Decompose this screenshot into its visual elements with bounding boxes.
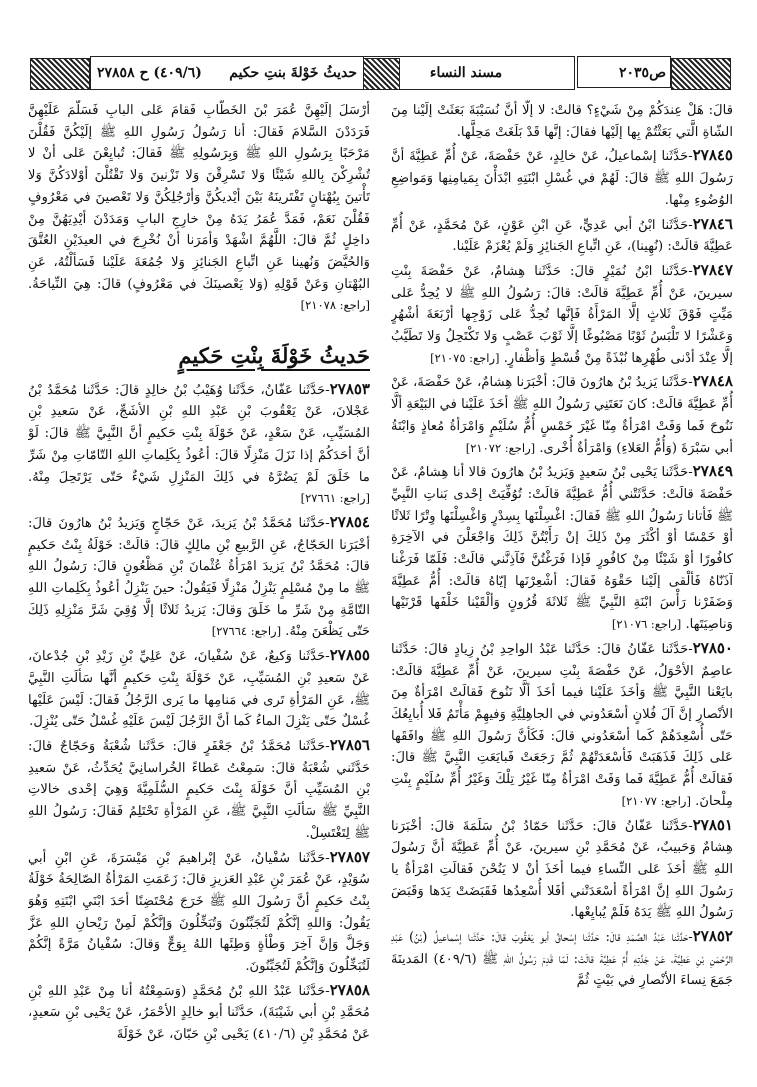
hadith-text: -حَدَّثَنا عَبْدُ اللهِ بْنُ مُحَمَّدٍ (وَسَمِعْتُهُ أنا مِنْ عَبْدِ اللهِ بْنِ مُحَمَّدِ بْنِ أبي شَيْبَةَ)، حَدَّثَنا أبو خالِدٍ الأحْمَرُ، عَنْ يَحْيى بْنِ سَعيدٍ، عَنْ مُحَمَّدِ بْنِ (٤١٠/٦) يَحْيى بْنِ حَبّانَ، عَنْ خَوْلَةَ [28, 983, 370, 1043]
hadith-entry [391, 100, 733, 143]
hadith-entry [391, 371, 733, 459]
hadith-text: -حَدَّثَنا سُفْيانُ، عَنْ إبْراهيمَ بْنِ مَيْسَرَةَ، عَنِ ابْنِ أبي سُوَيْدٍ، عَنْ عُمَرَ بْنِ عَبْدِ العَزيزِ قالَ: زَعَمَتِ المَرْأةُ الصّالِحَةُ خَوْلَةُ بِنْتُ حَكيمٍ أنَّ رَسُولَ اللهِ ﷺ خَرَجَ مُحْتَضِنًا أحَدَ ابْنَيِ ابْنَتِهِ وَهُوَ يَقُولُ: وَاللهِ إنَّكُمْ لَتُجَبِّنُونَ وَتُبَخِّلُونَ وَإنَّكُمْ لَمِنْ رَيْحانِ اللهِ عَزَّ وَجَلَّ وَإنَّ آخِرَ وَطْأةٍ وَطِئَها اللهُ بِوَجٍّ وَقالَ: سُفْيانُ مَرَّةً إنَّكُمْ لَتُبَخِّلُونَ وَإنَّكُمْ لَتُجَبِّنُونَ. [28, 850, 370, 975]
hadith-range [97, 57, 202, 89]
hadith-text: -حَدَّثَنا عَفّانُ قالَ: حَدَّثَنا عَبْدُ الواحِدِ بْنُ زِيادٍ قالَ: حَدَّثَنا عاصِمٌ الأحْوَلُ، عَنْ حَفْصَةَ بِنْتِ سيرينَ، عَنْ أُمِّ عَطِيَّةَ قالَتْ: بايَعْنا النَّبِيَّ ﷺ وَأخَذَ عَلَيْنا فيما أخَذَ ألَّا نَنُوحَ فَقالَتْ امْرَأةٌ مِنَ الأنْصارِ إنَّ آلَ فُلانٍ أسْعَدُوني في الجاهِلِيَّةِ وَفيهِمْ مَأْتَمٌ فَلا أُبايِعُكَ حَتّى أُسْعِدَهُمْ كَما أسْعَدُوني قالَ: فَكَأنَّ رَسُولَ اللهِ ﷺ وافَقَها عَلى ذَلِكَ فَذَهَبَتْ فَأسْعَدَتْهُمْ ثُمَّ رَجَعَتْ فَبايَعَتِ النَّبِيَّ ﷺ قالَ: فَقالَتْ أُمُّ عَطِيَّةَ فَما وَفَتْ امْرَأةٌ مِنّا غَيْرُ تِلْكَ وَغَيْرُ أُمِّ سُلَيْمٍ بِنْتِ مِلْحانَ. [391, 641, 733, 809]
hadith-reference: [راجع: ٢١٠٧٨] [300, 298, 370, 313]
chapter-title: حديثُ خَوْلةَ بنتِ حكيم [229, 65, 357, 81]
hadith-entry [28, 847, 370, 978]
hadith-entry [391, 638, 733, 813]
right-text-column [391, 100, 733, 1075]
hadith-number: ٢٧٨٤٨ [692, 372, 733, 391]
hadith-number: ٢٧٨٥١ [692, 815, 733, 834]
hadith-text: -حَدَّثَنا مُحَمَّدُ بْنُ جَعْفَرٍ قالَ: حَدَّثَنا شُعْبَةُ وَحَجّاجٌ قالَ: حَدَّثَني شُعْبَةُ قالَ: سَمِعْتُ عَطاءً الخُراسانِيَّ يُحَدِّثُ، عَنْ سَعيدِ بْنِ المُسَيِّبِ أنَّ خَوْلَةَ بِنْتَ حَكيمٍ السُّلَمِيَّةَ وَهِيَ إحْدى خالاتِ النَّبِيِّ ﷺ سَألَتِ النَّبِيَّ ﷺ، عَنِ المَرْأةِ تَحْتَلِمُ فَقالَ: رَسُولُ اللهِ ﷺ لِتَغْتَسِلْ. [28, 738, 370, 841]
hadith-number: ٢٧٨٥٧ [329, 847, 370, 866]
hadith-reference: [راجع: ٢١٠٧٢] [465, 440, 536, 455]
hadith-entry [391, 926, 733, 992]
left-text-column [28, 100, 370, 1075]
hadith-entry [391, 260, 733, 370]
hadith-reference: [راجع: ٢٧٦٦٤] [211, 624, 282, 639]
hadith-number: ٢٧٨٤٥ [692, 146, 733, 165]
hadith-number: ٢٧٨٥٠ [692, 638, 733, 657]
hadith-list [28, 379, 370, 1046]
hadith-text: -حَدَّثَنا وَكيعٌ، عَنْ سُفْيانَ، عَنْ عَلِيِّ بْنِ زَيْدِ بْنِ جُدْعانَ، عَنْ سَعيدِ بْنِ المُسَيِّبِ، عَنْ خَوْلَةَ بِنْتِ حَكيمٍ أنَّها سَألَتِ النَّبِيَّ ﷺ، عَنِ المَرْأةِ تَرى في مَنامِها ما يَرى الرَّجُلُ فَقالَ: لَيْسَ عَلَيْها غُسْلٌ حَتّى يَنْزِلَ الماءُ كَما أنَّ الرَّجُلَ لَيْسَ عَلَيْهِ غُسْلٌ حَتّى يُنْزِلَ. [28, 649, 370, 730]
hadith-text: -حَدَّثَنا عَفّانُ، حَدَّثَنا وُهَيْبُ بْنُ خالِدٍ قالَ: حَدَّثَنا مُحَمَّدُ بْنُ عَجْلانَ، عَنْ يَعْقُوبَ بْنِ عَبْدِ اللهِ بْنِ الأشَجِّ، عَنْ سَعيدِ بْنِ المُسَيِّبِ، عَنْ سَعْدٍ، عَنْ خَوْلَةَ بِنْتِ حَكيمٍ أنَّ النَّبِيَّ ﷺ قالَ: لَوْ أنَّ أحَدَكُمْ إذا نَزَلَ مَنْزِلًا قالَ: أعُوذُ بِكَلِماتِ اللهِ التّامّاتِ مِنْ شَرِّ ما خَلَقَ لَمْ يَضُرَّهُ في ذَلِكَ المَنْزِلِ شَيْءٌ حَتّى يَرْتَحِلَ مِنْهُ. [28, 382, 370, 485]
volume-reference: (٤٠٩/٦) [153, 65, 202, 81]
hadith-number: ٢٧٨٥٥ [329, 646, 370, 665]
hadith-range-label: ح ٢٧٨٥٨ [97, 65, 149, 81]
hadith-entry [28, 645, 370, 733]
hadith-text: -حَدَّثَنا يَزيدُ بْنُ هارُونَ قالَ: أخْبَرَنا هِشامٌ، عَنْ حَفْصَةَ، عَنْ أُمِّ عَطِيَّةَ قالَتْ: كانَ نَعَتَنِي رَسُولُ اللهِ ﷺ أخَذَ عَلَيْنا في البَيْعَةِ ألَّا نَنُوحَ فَما وَفَتْ امْرَأةٌ مِنّا غَيْرَ خَمْسٍ أُمُّ سُلَيْمٍ وَامْرَأةُ مُعاذٍ وَابْنَةُ أبي سَبْرَةَ (وَأُمُّ العَلاءِ) وَامْرَأةٌ أُخْرى. [391, 375, 733, 456]
hadith-text: -حَدَّثَنا ابْنُ نُمَيْرٍ قالَ: حَدَّثَنا هِشامٌ، عَنْ حَفْصَةَ بِنْتِ سيرينَ، عَنْ أُمِّ عَطِيَّةَ قالَتْ: قالَ: رَسُولُ اللهِ ﷺ لا يُحِدُّ عَلى مَيِّتٍ فَوْقَ ثَلاثٍ إلَّا المَرْأَةُ فَإنَّها تُحِدُّ عَلى زَوْجِها أرْبَعَةَ أشْهُرٍ وَعَشْرًا لا تَلْبَسُ ثَوْبًا مَصْبُوغًا إلَّا ثَوْبَ عَصْبٍ وَلا تَكْتَحِلُ وَلا تَطَيَّبُ إلَّا عِنْدَ أدْنى طُهْرِها نُبْذَةً مِنْ قُسْطٍ وَأظْفارٍ. [391, 263, 733, 366]
hadith-number: ٢٧٨٥٦ [329, 735, 370, 754]
chapter-header-box [90, 56, 364, 90]
hadith-text: -حَدَّثَنا مُحَمَّدُ بْنُ يَزيدَ، عَنْ حَجّاجٍ وَيَزيدُ بْنُ هارُونَ قالَ: أخْبَرَنا الحَجّاجُ، عَنِ الرَّبيعِ بْنِ مالِكٍ قالَ: قالَتْ: خَوْلَةُ بِنْتُ حَكيمٍ قالَ: مُحَمَّدُ بْنُ يَزيدَ امْرَأةُ عُثْمانَ بْنِ مَظْعُونٍ قالَ: رَسُولُ اللهِ ﷺ ما مِنْ مُسْلِمٍ يَنْزِلُ مَنْزِلًا فَيَقُولُ: حينَ يَنْزِلُ أعُوذُ بِكَلِماتِ اللهِ التّامَّةِ مِنْ شَرِّ ما خَلَقَ وَقالَ: يَزيدُ ثَلاثًا إلَّا وُقِيَ شَرَّ مَنْزِلِهِ ذَلِكَ حَتّى يَظْعَنَ مِنْهُ. [28, 515, 370, 640]
hadith-reference: [راجع: ٢١٠٧٧] [621, 793, 691, 808]
hadith-text: أرْسَلَ إلَيْهِنَّ عُمَرَ بْنَ الخَطّابِ فَقامَ عَلى البابِ فَسَلَّمَ عَلَيْهِنَّ فَرَدَدْنَ السَّلامَ فَقالَ: أنا رَسُولُ رَسُولِ اللهِ ﷺ إلَيْكُنَّ فَقُلْنَ مَرْحَبًا بِرَسُولِ اللهِ ﷺ وَبِرَسُولِهِ ﷺ فَقالَ: تُبايِعْنَ عَلى أنْ لا تُشْرِكْنَ بِاللهِ شَيْئًا وَلا تَسْرِقْنَ وَلا تَزْنينَ وَلا تَقْتُلْنَ أوْلادَكُنَّ وَلا تَأْتينَ بِبُهْتانٍ تَفْتَرينَهُ بَيْنَ أيْديكُنَّ وَأرْجُلِكُنَّ وَلا تَعْصينَ في مَعْرُوفٍ فَقُلْنَ نَعَمْ، فَمَدَّ عُمَرُ يَدَهُ مِنْ خارِجِ البابِ وَمَدَدْنَ أيْدِيَهُنَّ مِنْ داخِلٍ ثُمَّ قالَ: اللَّهُمَّ اشْهَدْ وَأمَرَنا أنْ نُخْرِجَ في العيدَيْنِ العُتَّقَ وَالحُيَّضَ وَنُهينا عَنِ اتِّباعِ الجَنائِزِ وَلا جُمُعَةَ عَلَيْنا فَسَألْتُهُ، عَنِ البُهْتانِ وَعَنْ قَوْلِهِ (وَلا يَعْصينَكَ في مَعْرُوفٍ) قالَ: هِيَ النِّياحَةُ. [28, 103, 370, 292]
hadith-entry [391, 461, 733, 636]
header-ornament-right [671, 58, 731, 90]
hadith-entry [28, 512, 370, 643]
hadith-text: -حَدَّثَنا عَفّانُ قالَ: حَدَّثَنا حَمّادُ بْنُ سَلَمَةَ قالَ: أخْبَرَنا هِشامٌ وَحَبيبٌ، عَنْ مُحَمَّدِ بْنِ سيرينَ، عَنْ أُمِّ عَطِيَّةَ أنَّ رَسُولَ اللهِ ﷺ أخَذَ عَلى النِّساءِ فيما أخَذَ أنْ لا يَنُحْنَ فَقالَتِ امْرَأةٌ يا رَسُولَ اللهِ إنَّ امْرَأةً أسْعَدَتْني أفَلا أُسْعِدُها فَقَبَضَتْ يَدَها وَقَبَضَ رَسُولُ اللهِ ﷺ يَدَهُ فَلَمْ يُبايِعْها. [391, 818, 733, 921]
hadith-number: ٢٧٨٥٣ [329, 379, 370, 398]
page-header [30, 52, 731, 94]
hadith-number: ٢٧٨٥٢ [692, 927, 733, 946]
hadith-number: ٢٧٨٤٧ [692, 260, 733, 279]
hadith-text: -حَدَّثَنا ابْنُ أبي عَدِيٍّ، عَنِ ابْنِ عَوْنٍ، عَنْ مُحَمَّدٍ، عَنْ أُمِّ عَطِيَّةَ قالَتْ: (نُهِينا)، عَنِ اتِّباعِ الجَنائِزِ وَلَمْ يُعْزَمْ عَلَيْنا. [391, 217, 733, 255]
hadith-entry [28, 379, 370, 510]
hadith-text: قالَ: هَلْ عِندَكُمْ مِنْ شَيْءٍ؟ قالتْ: لا إلَّا أنَّ نُسَيْبَةَ بَعَثَتْ إلَيْنا مِنَ الشّاةِ الَّتي بَعَثْتُمْ بِها إلَيْها فقالَ: إنَّها قَدْ بَلَغَتْ مَحِلَّها. [391, 103, 733, 140]
hadith-entry [391, 214, 733, 258]
section-title: حَديثُ خَوْلَةَ بِنْتِ حَكيمٍ [178, 343, 370, 369]
hadith-entry [28, 735, 370, 845]
hadith-entry [391, 145, 733, 211]
hadith-text: -حَدَّثَنا إسْماعيلُ، عَنْ خالِدٍ، عَنْ حَفْصَةَ، عَنْ أُمِّ عَطِيَّةَ أنَّ رَسُولَ اللهِ ﷺ قالَ: لَهُمْ في غُسْلِ ابْنَتِهِ ابْدَأْنَ بِمَيامِنِها وَمَواضِعِ الوُضُوءِ مِنْها. [391, 149, 733, 208]
hadith-entry [28, 980, 370, 1046]
page-number: ص٢٠٣٥ [577, 56, 671, 88]
hadith-reference: [راجع: ٢١٠٧٦] [611, 617, 682, 632]
hadith-number: ٢٧٨٥٨ [329, 980, 370, 999]
book-title-text: مسند النساء [429, 65, 503, 81]
header-ornament-middle [360, 58, 400, 90]
hadith-text: -حَدَّثَنا يَحْيى بْنُ سَعيدٍ وَيَزيدُ بْنُ هارُونَ قالا أنا هِشامٌ، عَنْ حَفْصَةَ قالَتْ: حَدَّثَتْني أُمُّ عَطِيَّةَ قالَتْ: تُوُفِّيَتْ إحْدى بَناتِ النَّبِيِّ ﷺ فَأتانا رَسُولُ اللهِ ﷺ فَقالَ: اغْسِلْنَها بِسِدْرٍ وَاغْسِلْنَها وِتْرًا ثَلاثًا أوْ خَمْسًا أوْ أكْثَرَ مِنْ ذَلِكَ إنْ رَأَيْتُنَّ ذَلِكَ وَاجْعَلْنَ في الآخِرَةِ كافُورًا أوْ شَيْئًا مِنْ كافُورٍ فَإذا فَرَغْتُنَّ فَآذِنَّني قالَتْ: فَلَمّا فَرَغْنا آذَنّاهُ فَألْقى إلَيْنا حَقْوَهُ فَقالَ: أشْعِرْنَها إيّاهُ قالَتْ: أُمُّ عَطِيَّةَ وَضَفَرْنا رَأْسَ ابْنَةِ النَّبِيِّ ﷺ ثَلاثَةَ قُرُونٍ وَألْقَيْنا خَلْفَها قَرْنَيْها وَناصِيَتَها. [391, 465, 733, 633]
hadith-text: -حَدَّثَنا عَبْدُ الصَّمَدِ قالَ: حَدَّثَنا إسْحاقُ أبو يَعْقُوبَ قالَ: حَدَّثَنا إسْماعيلُ (بْنُ) عَبْدِ الرَّحْمَنِ بْنِ عَطِيَّةَ، عَنْ جَدَّتِهِ أُمِّ عَطِيَّةَ قالَتْ: لَمّا قَدِمَ رَسُولُ اللهِ ﷺ (٤٠٩/٦) المَدينَةَ جَمَعَ نِساءَ الأنْصارِ في بَيْتٍ ثُمَّ [391, 930, 733, 989]
header-ornament-left [30, 58, 90, 90]
hadith-entry [391, 815, 733, 925]
hadith-number: ٢٧٨٥٤ [329, 512, 370, 531]
hadith-reference: [راجع: ٢٧٦٦١] [300, 491, 370, 506]
hadith-continuation [28, 100, 370, 317]
hadith-number: ٢٧٨٤٩ [692, 462, 733, 481]
hadith-reference: [راجع: ٢١٠٧٥] [430, 350, 500, 365]
hadith-number: ٢٧٨٤٦ [692, 214, 733, 233]
